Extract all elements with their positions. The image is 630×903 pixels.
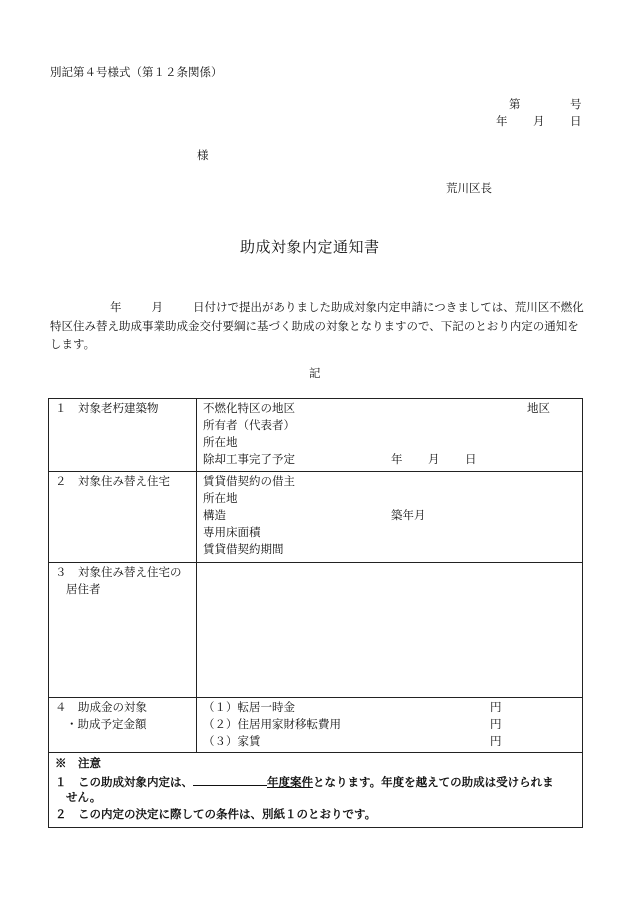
row2-floor-area: 専用床面積 [203, 525, 261, 539]
note2: ２ この内定の決定に際しての条件は、別紙１のとおりです。 [55, 807, 377, 821]
row4-label-cont: ・助成予定金額 [66, 717, 147, 731]
fiscal-year-blank [193, 775, 267, 786]
row1-demolition: 除却工事完了予定 [203, 452, 295, 466]
row1-district-suffix: 地区 [527, 401, 550, 415]
row4-item2-yen: 円 [490, 717, 502, 731]
body-month: 月 [151, 300, 163, 314]
table-row-divider [48, 562, 583, 563]
table-column-divider [196, 398, 197, 753]
row3-label: ３ 対象住み替え住宅の [55, 565, 182, 579]
row2-built-year: 築年月 [391, 508, 426, 522]
table-border-bottom [48, 827, 583, 828]
note1-mid: 年度案件 [267, 775, 313, 789]
row1-year: 年 [391, 452, 403, 466]
row2-lease-period: 賃貸借契約期間 [203, 542, 284, 556]
row4-item1-yen: 円 [490, 700, 502, 714]
table-border-left [48, 398, 49, 828]
note1-cont: せん。 [66, 790, 102, 804]
document-title: 助成対象内定通知書 [240, 238, 380, 256]
row1-day: 日 [465, 452, 477, 466]
row4-item3-yen: 円 [490, 734, 502, 748]
row1-label: １ 対象老朽建築物 [55, 401, 159, 415]
number-dai: 第 [509, 97, 521, 111]
body-paragraph [50, 298, 590, 354]
note1 [55, 775, 554, 789]
form-reference: 別記第４号様式（第１２条関係） [50, 65, 223, 79]
table-row-divider [48, 471, 583, 472]
row1-month: 月 [428, 452, 440, 466]
date-day: 日 [570, 114, 582, 128]
body-text: 日付けで提出がありました助成対象内定申請につきましては、荒川区不燃化特区住み替え助成事業助成金交付要綱に基づく助成の対象となりますので、下記のとおり内定の通知をします。 [50, 300, 584, 351]
note1-post: となります。年度を越えての助成は受けられま [313, 775, 554, 789]
table-row-divider [48, 752, 583, 753]
date-month: 月 [533, 114, 545, 128]
addressee-sama: 様 [197, 148, 209, 162]
row2-label: ２ 対象住み替え住宅 [55, 474, 170, 488]
issuer: 荒川区長 [446, 181, 492, 195]
row1-owner: 所有者（代表者） [203, 418, 295, 432]
row3-label-cont: 居住者 [66, 582, 101, 596]
row4-item3: （３）家賃 [203, 734, 261, 748]
row1-location: 所在地 [203, 435, 238, 449]
row4-item2: （２）住居用家財移転費用 [203, 717, 341, 731]
notes-heading: ※ 注意 [55, 756, 101, 770]
table-border-top [48, 398, 583, 399]
row4-item1: （１）転居一時金 [203, 700, 295, 714]
date-year: 年 [496, 114, 508, 128]
number-go: 号 [570, 97, 582, 111]
row1-district: 不燃化特区の地区 [203, 401, 295, 415]
note1-pre: １ この助成対象内定は、 [55, 775, 193, 789]
row4-label: ４ 助成金の対象 [55, 700, 147, 714]
row2-lessor: 賃貸借契約の借主 [203, 474, 295, 488]
table-border-right [582, 398, 583, 828]
body-year: 年 [110, 300, 122, 314]
ki-label: 記 [309, 366, 321, 380]
table-row-divider [48, 697, 583, 698]
row2-location: 所在地 [203, 491, 238, 505]
row2-structure: 構造 [203, 508, 226, 522]
